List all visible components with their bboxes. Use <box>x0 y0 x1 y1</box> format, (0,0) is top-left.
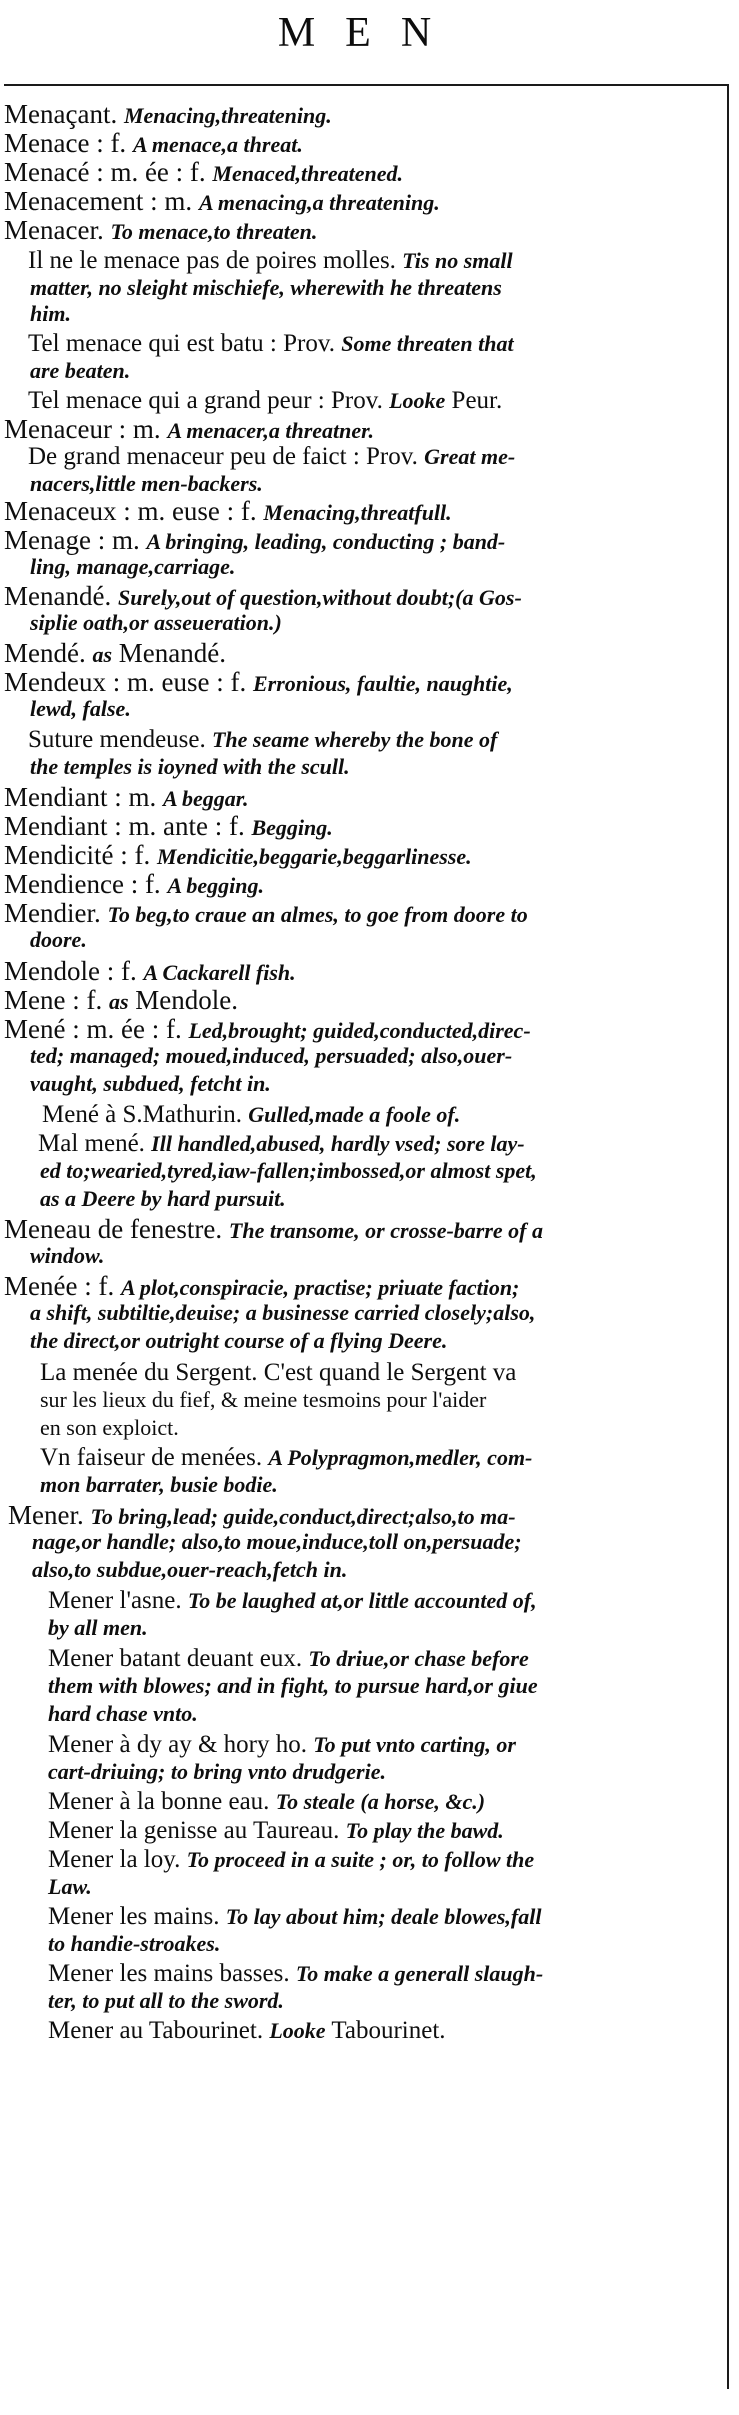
headword-entry <box>4 783 249 813</box>
cross-reference: Mendole. <box>128 985 239 1015</box>
entry-continuation-line <box>40 1387 486 1413</box>
headword-entry <box>4 415 374 445</box>
english-gloss: window. <box>30 1243 105 1268</box>
english-gloss: vaught, subdued, fetcht in. <box>30 1071 271 1096</box>
entry-continuation-line <box>40 1158 537 1184</box>
english-gloss: hard chase vnto. <box>48 1701 198 1726</box>
headword-entry <box>4 812 333 842</box>
english-gloss: Menacing,threatening. <box>123 103 332 128</box>
entry-continuation-line <box>30 1243 104 1269</box>
entry-continuation-line <box>48 1874 92 1900</box>
cross-reference: C'est quand le Sergent va <box>263 1359 517 1386</box>
english-gloss: To menace,to threaten. <box>110 219 318 244</box>
english-gloss: ed to;wearied,tyred,iaw-fallen;imbossed,or almost spet, <box>40 1158 537 1183</box>
french-headword: Mener à la bonne eau. <box>48 1788 276 1815</box>
english-gloss: Mendicitie,beggarie,beggarlinesse. <box>156 844 472 869</box>
french-headword: Mener la loy. <box>48 1846 187 1873</box>
subentry-line <box>38 1130 525 1157</box>
entry-continuation-line <box>48 1673 538 1699</box>
french-headword: Mené à S.Mathurin. <box>42 1101 249 1128</box>
french-headword: Mendiant : m. <box>4 782 163 812</box>
french-headword: Mener les mains basses. <box>48 1960 296 1987</box>
subentry-line <box>40 1444 532 1471</box>
english-gloss: A menace,a threat. <box>132 132 303 157</box>
headword-entry <box>4 582 522 612</box>
entry-continuation-line <box>30 471 263 497</box>
english-gloss: The transome, or crosse-barre of a <box>228 1218 543 1243</box>
french-headword: Mendeux : m. euse : f. <box>4 667 253 697</box>
english-gloss: Ill handled,abused, hardly vsed; sore lay- <box>151 1131 525 1156</box>
top-rule <box>4 84 728 86</box>
running-head: MEN <box>277 10 462 56</box>
french-headword: Mener la genisse au Taureau. <box>48 1817 346 1844</box>
french-headword: Menacer. <box>4 215 111 245</box>
english-gloss: To beg,to craue an almes, to goe from doore to <box>107 902 528 927</box>
english-gloss: Law. <box>48 1874 92 1899</box>
english-gloss: cart-driuing; to bring vnto drudgerie. <box>48 1759 386 1784</box>
english-gloss: to handie-stroakes. <box>48 1931 221 1956</box>
english-gloss: Menacing,threatfull. <box>263 500 452 525</box>
french-headword: Menée : f. <box>4 1271 121 1301</box>
english-gloss: also,to subdue,ouer-reach,fetch in. <box>32 1557 348 1582</box>
french-headword: Mener batant deuant eux. <box>48 1645 309 1672</box>
french-headword: Tel menace qui a grand peur : Prov. <box>28 387 390 414</box>
subentry-line <box>48 1788 485 1815</box>
english-gloss: To put vnto carting, or <box>313 1732 516 1757</box>
headword-entry <box>4 1272 519 1302</box>
headword-entry <box>4 100 332 130</box>
french-headword: Tel menace qui est batu : Prov. <box>28 330 342 357</box>
subentry-line <box>48 1960 543 1987</box>
english-gloss: To lay about him; deale blowes,fall <box>225 1904 542 1929</box>
entry-continuation-line <box>40 1186 286 1212</box>
english-gloss: ted; managed; moued,induced, persuaded; also,ouer- <box>30 1043 513 1068</box>
english-gloss: Looke <box>389 388 446 413</box>
english-gloss: Surely,out of question,without doubt;(a Gos- <box>117 585 522 610</box>
english-gloss: A bringing, leading, conducting ; band- <box>146 529 506 554</box>
headword-entry <box>4 158 403 188</box>
entry-continuation-line <box>48 1615 148 1641</box>
entry-continuation-line <box>30 696 131 722</box>
headword-entry <box>4 497 452 527</box>
english-gloss: doore. <box>30 927 87 952</box>
english-gloss: them with blowes; and in fight, to pursue hard,or giue <box>48 1673 538 1698</box>
english-gloss: lewd, false. <box>30 696 131 721</box>
english-gloss: as a Deere by hard pursuit. <box>40 1186 286 1211</box>
english-gloss: To driue,or chase before <box>308 1646 529 1671</box>
headword-entry <box>4 639 226 669</box>
headword-entry <box>4 216 317 246</box>
headword-entry <box>4 986 238 1016</box>
subentry-line <box>42 1101 460 1128</box>
english-gloss: a shift, subtiltie,deuise; a businesse carried closely;also, <box>30 1300 536 1325</box>
subentry-line <box>48 1731 516 1758</box>
french-headword: De grand menaceur peu de faict : Prov. <box>28 443 425 470</box>
cross-reference: sur les lieux du fief, & meine tesmoins pour l'aider <box>40 1387 487 1412</box>
french-headword: Mendier. <box>4 898 108 928</box>
headword-entry <box>4 841 472 871</box>
english-gloss: To bring,lead; guide,conduct,direct;also,to ma- <box>90 1504 516 1529</box>
entry-continuation-line <box>30 1043 512 1069</box>
entry-continuation-line <box>30 1328 447 1354</box>
headword-entry <box>4 870 264 900</box>
entry-continuation-line <box>30 927 87 953</box>
french-headword: Suture mendeuse. <box>28 726 212 753</box>
english-gloss: ling, manage,carriage. <box>30 554 236 579</box>
english-gloss: A Polypragmon,medler, com- <box>268 1445 533 1470</box>
entry-continuation-line <box>48 1701 198 1727</box>
subentry-line <box>48 1903 541 1930</box>
french-headword: Mendé. <box>4 638 93 668</box>
subentry-line <box>40 1359 516 1386</box>
english-gloss: To make a generall slaugh- <box>295 1961 544 1986</box>
french-headword: Mener à dy ay & hory ho. <box>48 1731 314 1758</box>
english-gloss: Led,brought; guided,conducted,direc- <box>188 1018 531 1043</box>
french-headword: Mene : f. <box>4 985 109 1015</box>
french-headword: Menaçant. <box>4 99 124 129</box>
entry-continuation-line <box>30 610 282 636</box>
headword-entry <box>8 1501 516 1531</box>
subentry-line <box>28 330 514 357</box>
english-gloss: A menacer,a threatner. <box>167 418 375 443</box>
french-headword: Il ne le menace pas de poires molles. <box>28 247 403 274</box>
english-gloss: the temples is ioyned with the scull. <box>30 754 350 779</box>
headword-entry <box>4 899 528 929</box>
english-gloss: him. <box>30 301 71 326</box>
cross-reference: Peur. <box>445 387 503 414</box>
english-gloss: siplie oath,or asseueration.) <box>30 610 282 635</box>
french-headword: Menandé. <box>4 581 118 611</box>
subentry-line <box>48 1817 504 1844</box>
french-headword: Mal mené. <box>38 1130 152 1157</box>
subentry-line <box>48 1645 529 1672</box>
entry-continuation-line <box>40 1472 278 1498</box>
english-gloss: are beaten. <box>30 358 131 383</box>
headword-entry <box>4 129 303 159</box>
entry-continuation-line <box>32 1557 347 1583</box>
english-gloss: To proceed in a suite ; or, to follow the <box>186 1847 535 1872</box>
entry-continuation-line <box>32 1529 522 1555</box>
entry-continuation-line <box>48 1931 220 1957</box>
entry-continuation-line <box>48 1988 284 2014</box>
english-gloss: Looke <box>269 2018 326 2043</box>
headword-entry <box>4 187 440 217</box>
entry-continuation-line <box>30 301 71 327</box>
english-gloss: by all men. <box>48 1615 148 1640</box>
english-gloss: the direct,or outright course of a flying Deere. <box>30 1328 448 1353</box>
entry-continuation-line <box>30 1300 535 1326</box>
english-gloss: as <box>92 642 113 667</box>
subentry-line <box>28 247 513 274</box>
english-gloss: A Cackarell fish. <box>143 960 296 985</box>
english-gloss: Some threaten that <box>341 331 514 356</box>
subentry-line <box>48 1587 537 1614</box>
cross-reference: Menandé. <box>112 638 227 668</box>
entry-continuation-line <box>30 275 502 301</box>
subentry-line <box>48 1846 534 1873</box>
english-gloss: To steale (a horse, &c.) <box>275 1789 486 1814</box>
subentry-line <box>28 443 515 470</box>
subentry-line <box>28 387 502 414</box>
french-headword: Meneau de fenestre. <box>4 1214 229 1244</box>
french-headword: Menacé : m. ée : f. <box>4 157 213 187</box>
french-headword: Mener les mains. <box>48 1903 226 1930</box>
headword-entry <box>4 526 505 556</box>
french-headword: Mendience : f. <box>4 869 168 899</box>
english-gloss: A beggar. <box>162 786 249 811</box>
cross-reference: en son exploict. <box>40 1415 179 1440</box>
entry-continuation-line <box>30 358 130 384</box>
headword-entry <box>4 957 296 987</box>
english-gloss: matter, no sleight mischiefe, wherewith he threatens <box>30 275 502 300</box>
english-gloss: To play the bawd. <box>345 1818 504 1843</box>
english-gloss: nacers,little men-backers. <box>30 471 263 496</box>
french-headword: Menace : f. <box>4 128 133 158</box>
english-gloss: Tis no small <box>402 248 513 273</box>
french-headword: La menée du Sergent. <box>40 1359 264 1386</box>
entry-continuation-line <box>30 1071 271 1097</box>
french-headword: Mener. <box>8 1500 91 1530</box>
right-rule <box>727 84 729 2389</box>
entry-continuation-line <box>30 554 235 580</box>
entry-continuation-line <box>40 1415 179 1441</box>
french-headword: Mendole : f. <box>4 956 144 986</box>
english-gloss: nage,or handle; also,to moue,induce,toll on,persuade; <box>32 1529 522 1554</box>
english-gloss: as <box>108 989 129 1014</box>
english-gloss: mon barrater, busie bodie. <box>40 1472 278 1497</box>
english-gloss: ter, to put all to the sword. <box>48 1988 284 2013</box>
english-gloss: A begging. <box>167 873 265 898</box>
french-headword: Mendicité : f. <box>4 840 157 870</box>
french-headword: Mené : m. ée : f. <box>4 1014 189 1044</box>
french-headword: Menaceur : m. <box>4 414 168 444</box>
headword-entry <box>4 1215 543 1245</box>
french-headword: Menacement : m. <box>4 186 199 216</box>
english-gloss: The seame whereby the bone of <box>211 727 498 752</box>
cross-reference: Tabourinet. <box>325 2017 446 2044</box>
english-gloss: Menaced,threatened. <box>212 161 404 186</box>
english-gloss: A menacing,a threatening. <box>198 190 440 215</box>
english-gloss: A plot,conspiracie, practise; priuate faction; <box>120 1275 520 1300</box>
french-headword: Mendiant : m. ante : f. <box>4 811 252 841</box>
english-gloss: Gulled,made a foole of. <box>248 1102 461 1127</box>
english-gloss: Great me- <box>424 444 516 469</box>
french-headword: Menage : m. <box>4 525 147 555</box>
subentry-line <box>28 726 497 753</box>
entry-continuation-line <box>48 1759 386 1785</box>
headword-entry <box>4 1015 531 1045</box>
french-headword: Menaceux : m. euse : f. <box>4 496 264 526</box>
english-gloss: To be laughed at,or little accounted of, <box>187 1588 537 1613</box>
english-gloss: Begging. <box>251 815 333 840</box>
french-headword: Vn faiseur de menées. <box>40 1444 269 1471</box>
french-headword: Mener l'asne. <box>48 1587 188 1614</box>
headword-entry <box>4 668 513 698</box>
entry-continuation-line <box>30 754 350 780</box>
english-gloss: Erronious, faultie, naughtie, <box>252 671 513 696</box>
french-headword: Mener au Tabourinet. <box>48 2017 270 2044</box>
subentry-line <box>48 2017 446 2044</box>
